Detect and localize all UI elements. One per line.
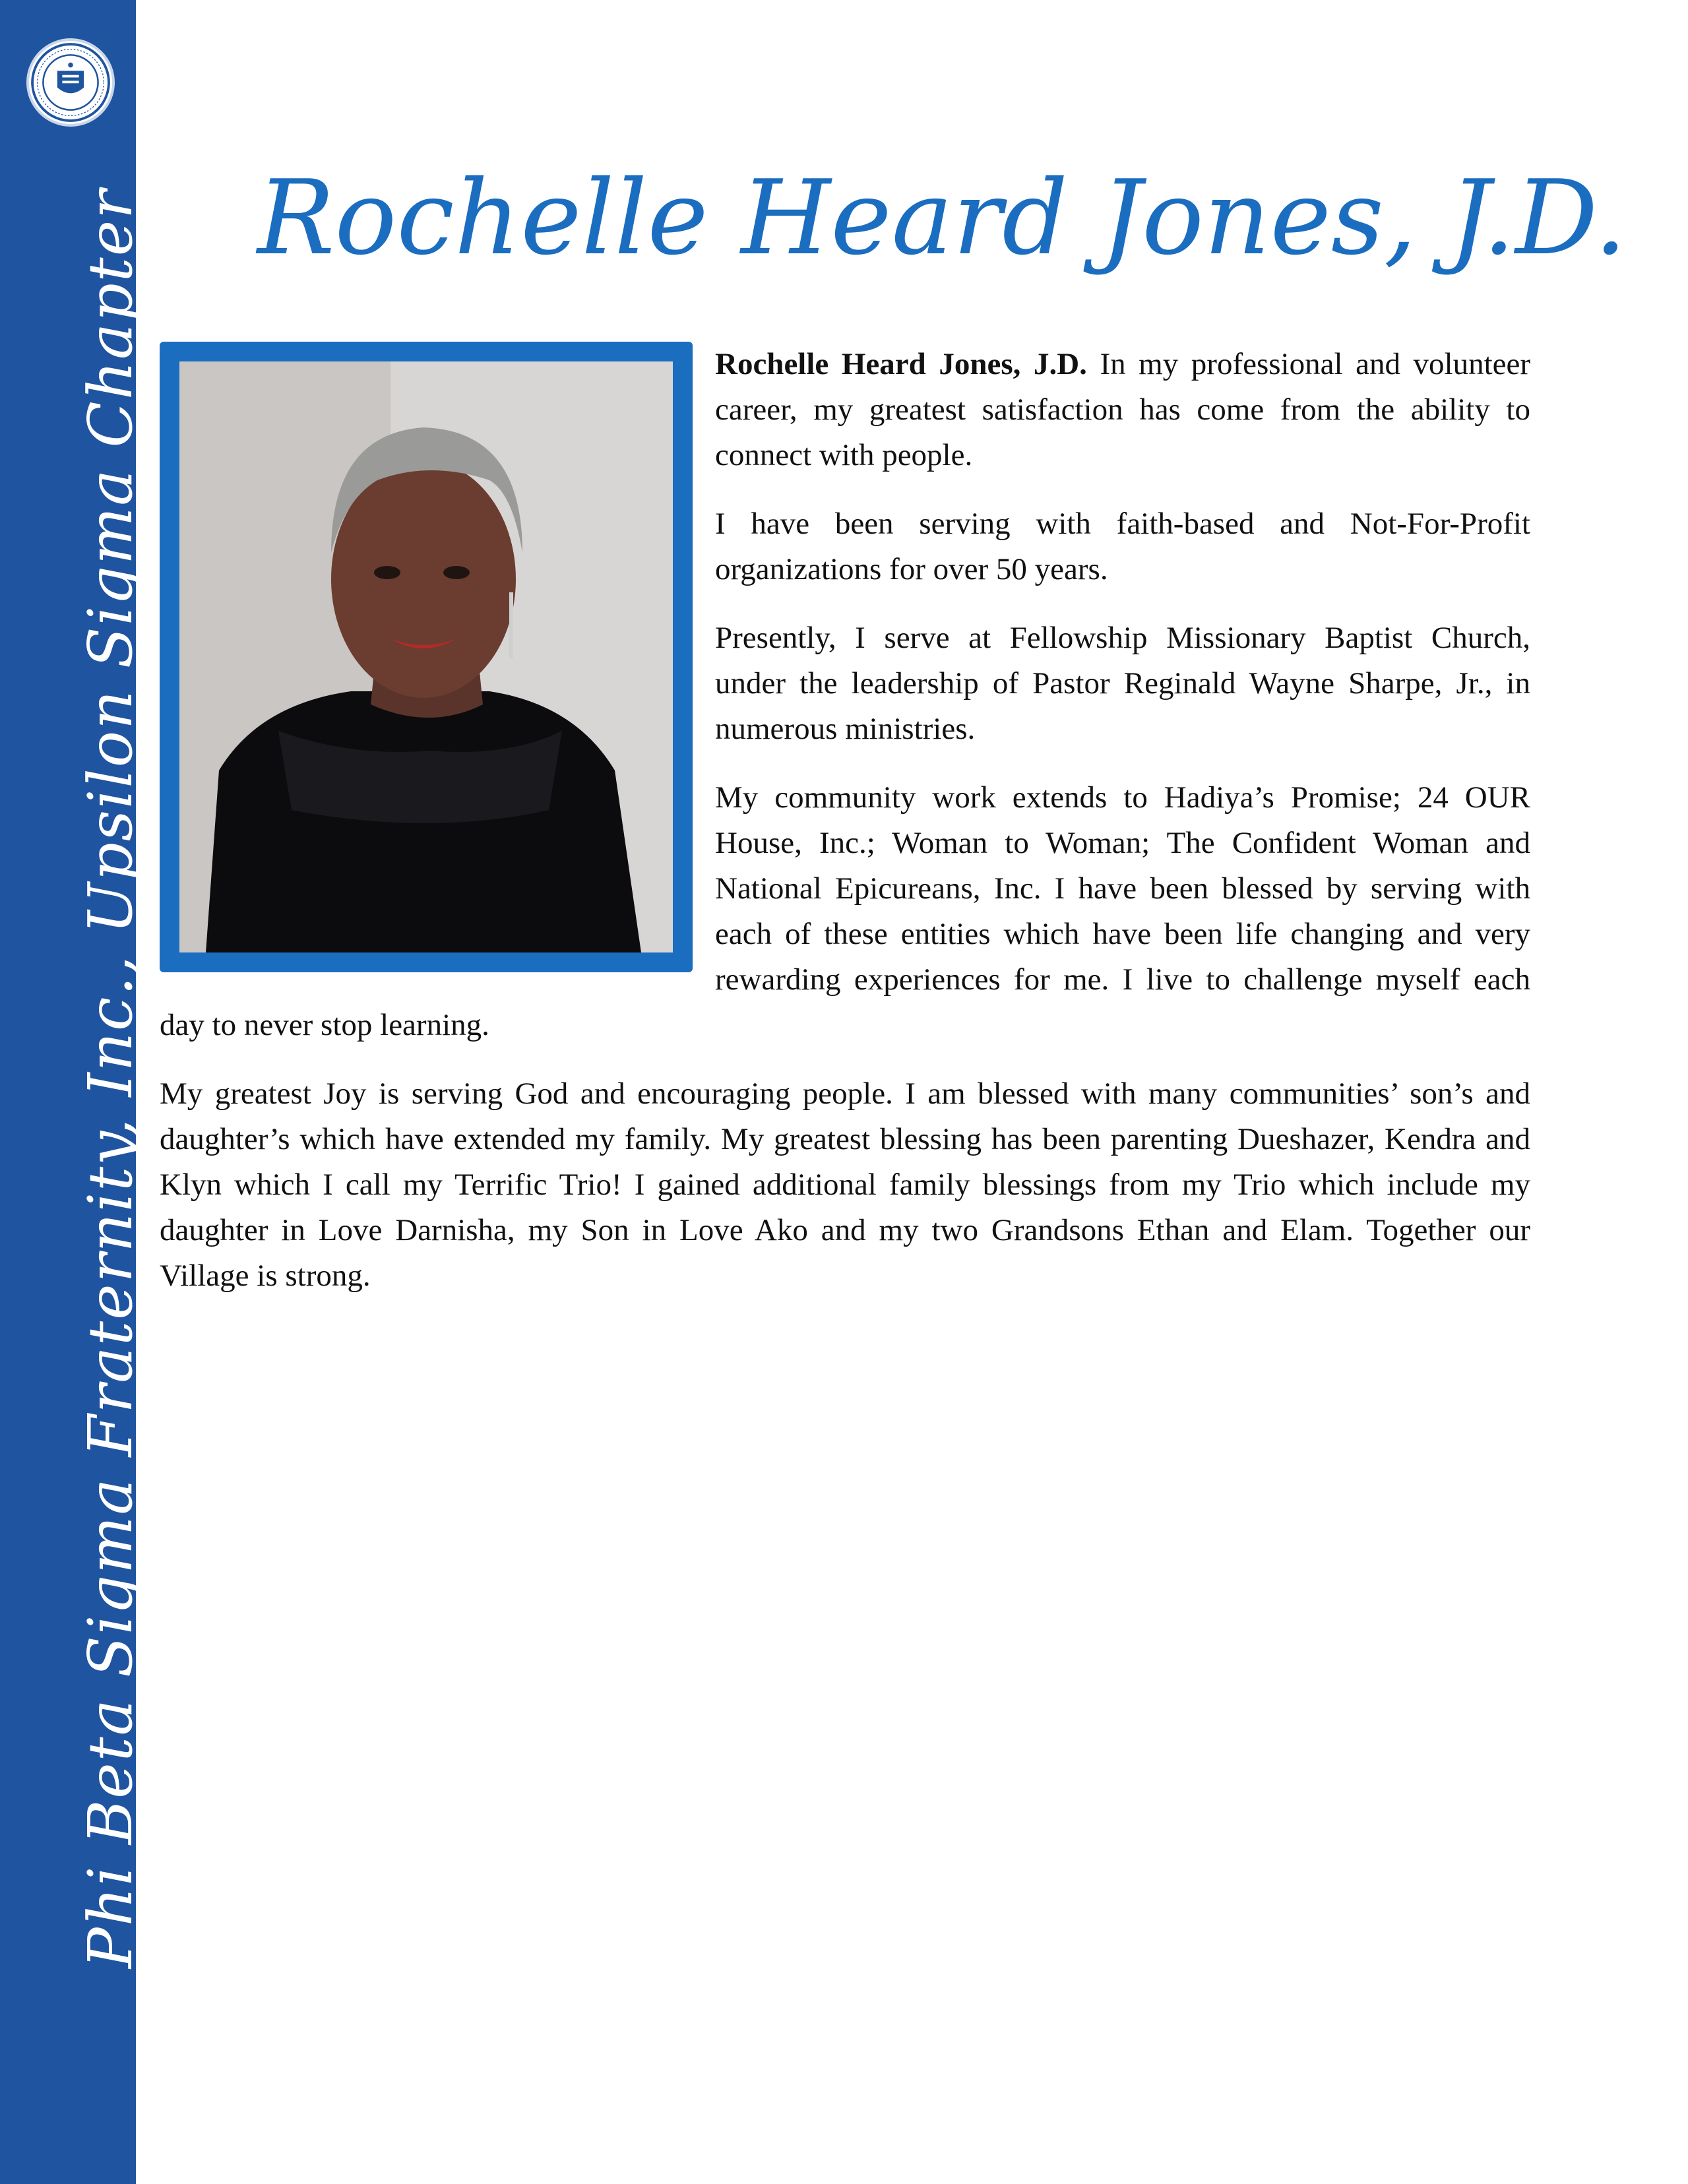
bio-paragraph-service: I have been serving with faith-based and Not-For-Profit organizations for over 50 years.: [715, 507, 1530, 586]
bio-intro-name: Rochelle Heard Jones, J.D.: [715, 347, 1087, 381]
page-title: Rochelle Heard Jones, J.D.: [257, 158, 1627, 278]
photo-spacer: [160, 342, 694, 999]
bio-text: [160, 342, 1530, 1322]
bio-intro-rest: In my professional and volunteer career, my greatest satisfaction has come from the ability to connect with people.: [715, 347, 1531, 472]
bio-paragraph-church: Presently, I serve at Fellowship Missionary Baptist Church, under the leadership of Pastor Reginald Wayne Sharpe, Jr., in numerous ministries.: [715, 621, 1530, 746]
bio-paragraph-family: My greatest Joy is serving God and encouraging people. I am blessed with many communities’ son’s and daughter’s which have extended my family. My greatest blessing has been parenting Dueshazer, Kendra and Klyn which I call my Terrific Trio! I gained additional family blessings from my Trio which include my daughter in Love Darnisha, my Son in Love Ako and my two Grandsons Ethan and Elam. Together our Village is strong.: [160, 1076, 1530, 1293]
sidebar: [0, 0, 146, 2184]
bio-paragraph-community: My community work extends to Hadiya’s Promise; 24 OUR House, Inc.; Woman to Woman; The Confident Woman and National Epicureans, Inc. I have been blessed by serving with each of these entities which have been life changing and very rewarding experiences for me. I live to challenge myself each day to never stop learning.: [160, 780, 1530, 1042]
sidebar-chapter-text: Phi Beta Sigma Fraternity, Inc., Upsilon Sigma Chapter: [75, 188, 146, 1969]
